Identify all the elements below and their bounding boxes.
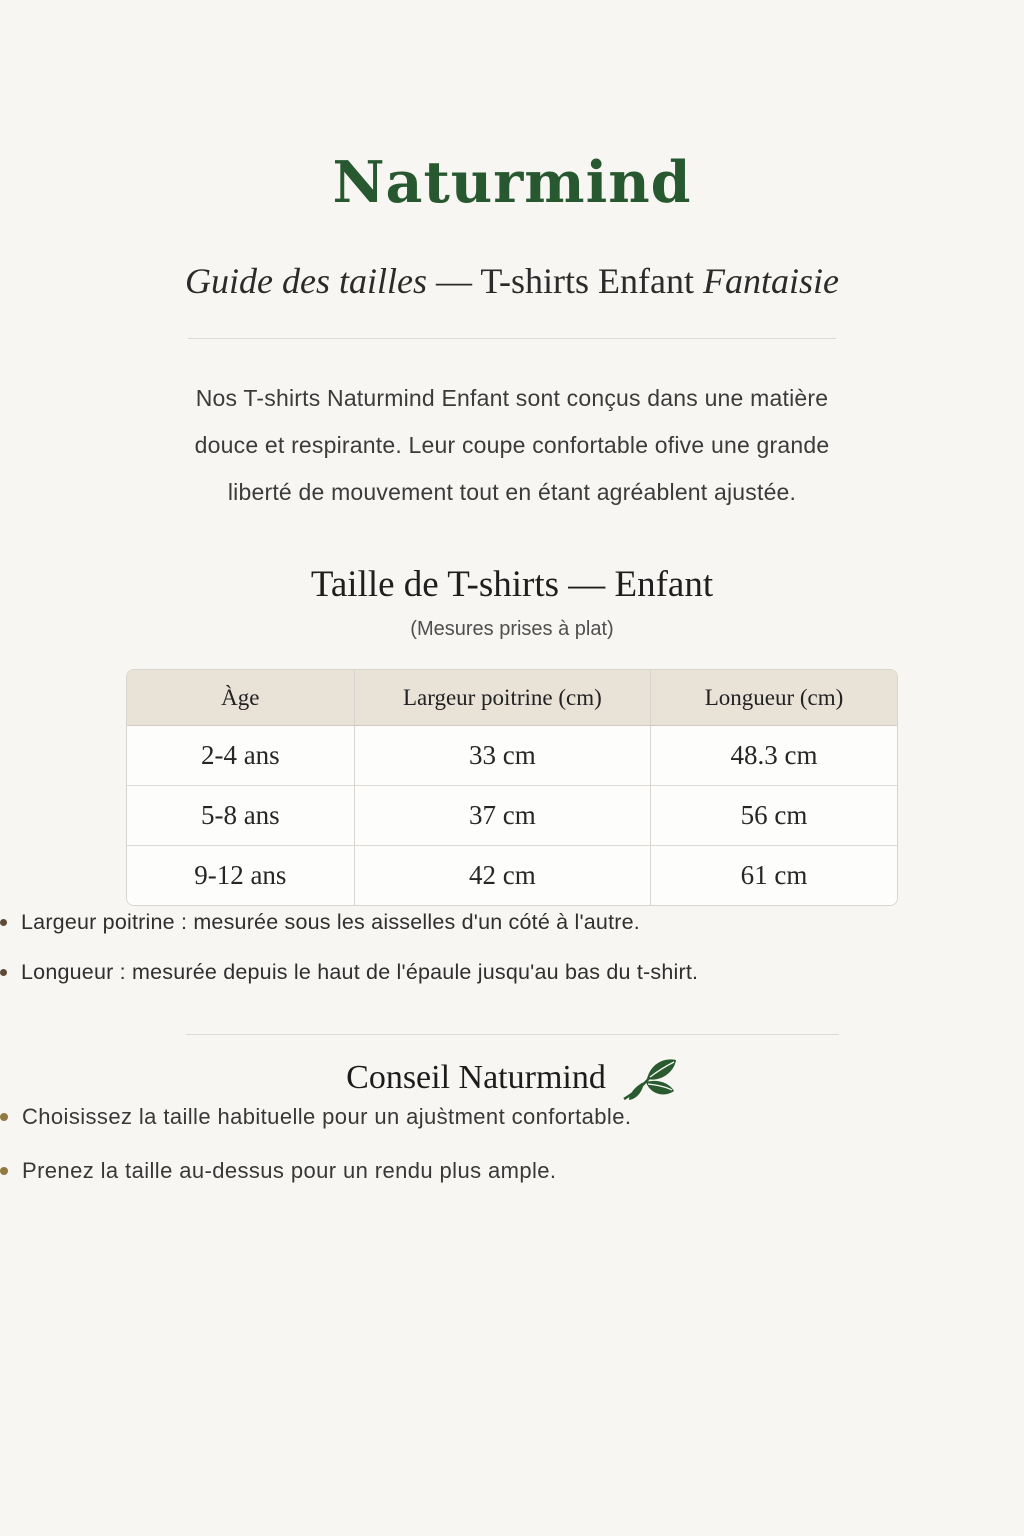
subtitle-middle: — T-shirts Enfant [435, 261, 694, 301]
list-item [0, 906, 1024, 938]
size-table [127, 670, 897, 905]
subtitle-lead: Guide des tailles [185, 261, 427, 301]
leaf-icon [620, 1055, 678, 1101]
intro-line-1: Nos T-shirts Naturmind Enfant sont conçus dans une matière [195, 385, 829, 411]
note-text: Longueur : mesurée depuis le haut de l'épaule jusqu'au bas du t-shirt. [21, 960, 699, 984]
advice-title [0, 1055, 1024, 1101]
table-row [127, 786, 897, 846]
section-caption: (Mesures prises à plat) [410, 618, 614, 640]
section-title: Taille de T-shirts — Enfant [310, 564, 714, 605]
advice-text: Choisissez la taille habituelle pour un ajus̀tment confortable. [22, 1104, 632, 1129]
intro-paragraph [0, 375, 1024, 516]
table-cell-age: 5-8 ans [127, 786, 354, 846]
size-table-container [126, 669, 898, 906]
intro-line-3: liberté de mouvement tout en étant agréablent ajustée. [227, 479, 797, 505]
list-item [0, 956, 1024, 988]
advice-title-text: Conseil Naturmind [346, 1059, 606, 1096]
table-cell-length: 56 cm [651, 786, 897, 846]
table-header-age: Àge [127, 670, 354, 726]
note-text: Largeur poitrine : mesurée sous les aisselles d'un cóté à l'autre. [21, 910, 640, 934]
table-cell-chest: 42 cm [354, 846, 650, 906]
divider-mid [186, 1034, 839, 1035]
table-cell-chest: 37 cm [354, 786, 650, 846]
table-cell-age: 2-4 ans [127, 726, 354, 786]
bullet-icon [0, 1167, 8, 1175]
table-header-row [127, 670, 897, 726]
table-row [127, 726, 897, 786]
brand-title: Naturmind [332, 149, 692, 216]
divider-top [188, 338, 836, 339]
intro-line-2: douce et respirante. Leur coupe confortable ofive une grande [194, 432, 830, 458]
bullet-icon [0, 919, 7, 926]
table-cell-length: 48.3 cm [651, 726, 897, 786]
notes-list [0, 906, 1024, 988]
table-header-chest: Largeur poitrine (cm) [354, 670, 650, 726]
table-cell-age: 9-12 ans [127, 846, 354, 906]
list-item [0, 1101, 1024, 1133]
bullet-icon [0, 1113, 8, 1121]
subtitle-tail: Fantaisie [702, 261, 839, 301]
table-header-length: Longueur (cm) [651, 670, 897, 726]
page-subtitle [0, 258, 1024, 304]
table-row [127, 846, 897, 906]
bullet-icon [0, 969, 7, 976]
advice-text: Prenez la taille au-dessus pour un rendu plus ample. [22, 1158, 557, 1183]
table-cell-length: 61 cm [651, 846, 897, 906]
advice-list [0, 1101, 1024, 1187]
list-item [0, 1155, 1024, 1187]
table-cell-chest: 33 cm [354, 726, 650, 786]
